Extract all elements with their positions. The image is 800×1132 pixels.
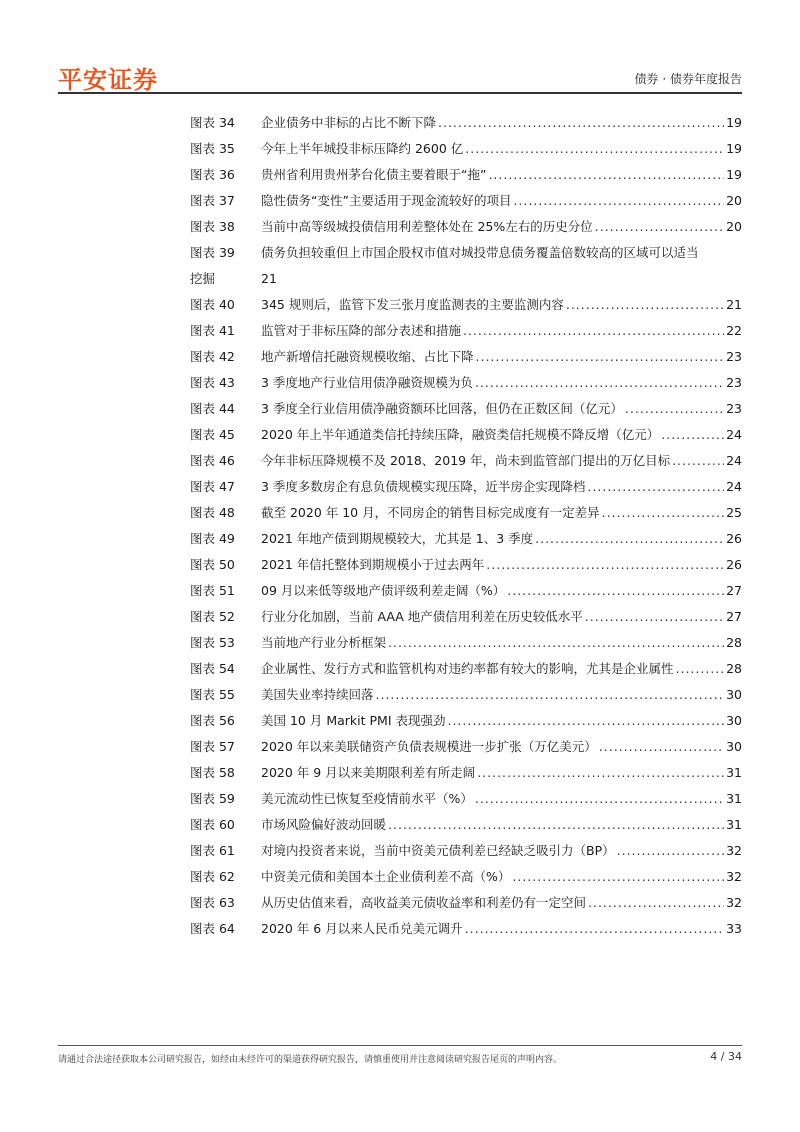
toc-entry-line <box>261 188 742 214</box>
dot-leader <box>463 318 724 344</box>
page-ref[interactable]: 24 <box>726 427 742 442</box>
toc-entry-line <box>261 162 742 188</box>
dot-leader <box>661 422 724 448</box>
dot-leader <box>476 344 725 370</box>
toc-entry-line <box>261 344 742 370</box>
figure-label: 图表 47 <box>190 479 235 494</box>
figure-title[interactable]: 地产新增信托融资规模收缩、占比下降 <box>261 349 474 364</box>
figure-title[interactable]: 债务负担较重但上市国企股权市值对城投带息债务覆盖倍数较高的区域可以适当 <box>261 245 699 260</box>
page-ref[interactable]: 19 <box>726 167 742 182</box>
dot-leader <box>475 786 724 812</box>
toc-entry[interactable] <box>190 318 742 344</box>
figure-title[interactable]: 中资美元债和美国本土企业债利差不高（%） <box>261 869 511 884</box>
figure-label: 图表 39 <box>190 245 235 260</box>
figure-label: 图表 40 <box>190 297 235 312</box>
figure-title[interactable]: 企业属性、发行方式和监管机构对违约率都有较大的影响，尤其是企业属性 <box>261 661 674 676</box>
toc-entry[interactable] <box>190 578 742 604</box>
figure-title[interactable]: 2020 年以来美联储资产负债表规模进一步扩张（万亿美元） <box>261 739 597 754</box>
page-ref[interactable]: 32 <box>726 843 742 858</box>
dot-leader <box>488 162 724 188</box>
figure-title[interactable]: 当前地产行业分析框架 <box>261 635 387 650</box>
toc-entry-line <box>261 708 742 734</box>
page-ref[interactable]: 20 <box>726 219 742 234</box>
figure-title[interactable]: 对境内投资者来说，当前中资美元债利差已经缺乏吸引力（BP） <box>261 843 615 858</box>
figure-title[interactable]: 3 季度地产行业信用债净融资规模为负 <box>261 375 473 390</box>
dot-leader <box>465 916 724 942</box>
figure-label: 图表 60 <box>190 817 235 832</box>
figure-title[interactable]: 截至 2020 年 10 月，不同房企的销售目标完成度有一定差异 <box>261 505 600 520</box>
table-of-figures <box>190 110 742 942</box>
figure-title[interactable]: 09 月以来低等级地产债评级利差走阔（%） <box>261 583 506 598</box>
dot-leader <box>376 682 725 708</box>
page-ref[interactable]: 21 <box>726 297 742 312</box>
figure-label: 图表 51 <box>190 583 235 598</box>
page-number: 4 / 34 <box>710 1050 742 1063</box>
figure-title[interactable]: 市场风险偏好波动回暖 <box>261 817 387 832</box>
page-ref[interactable]: 26 <box>726 531 742 546</box>
toc-entry-line <box>261 786 742 812</box>
dot-leader <box>676 656 725 682</box>
toc-entry[interactable] <box>190 708 742 734</box>
figure-label: 图表 59 <box>190 791 235 806</box>
toc-entry[interactable] <box>190 396 742 422</box>
page-ref[interactable]: 27 <box>726 609 742 624</box>
figure-label: 图表 48 <box>190 505 235 520</box>
toc-entry[interactable] <box>190 344 742 370</box>
page-ref[interactable]: 24 <box>726 453 742 468</box>
toc-entry-line <box>261 110 742 136</box>
toc-entry[interactable] <box>190 734 742 760</box>
figure-label: 图表 57 <box>190 739 235 754</box>
toc-entry[interactable] <box>190 630 742 656</box>
toc-entry[interactable] <box>190 552 742 578</box>
figure-label: 图表 52 <box>190 609 235 624</box>
page-ref[interactable]: 28 <box>726 661 742 676</box>
page-ref[interactable]: 22 <box>726 323 742 338</box>
toc-entry[interactable] <box>190 188 742 214</box>
page-ref[interactable]: 30 <box>726 687 742 702</box>
toc-entry-line <box>261 760 742 786</box>
toc-entry-line <box>261 474 742 500</box>
figure-title[interactable]: 今年非标压降规模不及 2018、2019 年，尚未到监管部门提出的万亿目标 <box>261 453 671 468</box>
figure-label: 图表 55 <box>190 687 235 702</box>
dot-leader <box>672 448 724 474</box>
toc-entry-line <box>261 656 742 682</box>
page-ref[interactable]: 23 <box>726 375 742 390</box>
figure-label: 图表 37 <box>190 193 235 208</box>
toc-entry[interactable] <box>190 422 742 448</box>
page-ref[interactable]: 19 <box>726 115 742 130</box>
figure-title[interactable]: 当前中高等级城投债信用利差整体处在 25%左右的历史分位 <box>261 219 593 234</box>
dot-leader <box>535 526 724 552</box>
toc-entry[interactable] <box>190 136 742 162</box>
toc-entry-line <box>261 630 742 656</box>
page-ref[interactable]: 31 <box>726 817 742 832</box>
figure-label: 图表 36 <box>190 167 235 182</box>
toc-entry-line <box>261 214 742 240</box>
page-ref[interactable]: 23 <box>726 401 742 416</box>
toc-entry[interactable] <box>190 864 742 890</box>
figure-title[interactable]: 美元流动性已恢复至疫情前水平（%） <box>261 791 473 806</box>
figure-title[interactable]: 企业债务中非标的占比不断下降 <box>261 115 437 130</box>
dot-leader <box>513 188 724 214</box>
dot-leader <box>507 578 724 604</box>
toc-entry[interactable] <box>190 292 742 318</box>
toc-entry-line <box>261 890 742 916</box>
page-ref[interactable]: 27 <box>726 583 742 598</box>
toc-entry[interactable] <box>190 916 742 942</box>
toc-entry-line <box>261 916 742 942</box>
figure-title[interactable]: 2021 年地产债到期规模较大，尤其是 1、3 季度 <box>261 531 534 546</box>
page-ref[interactable]: 20 <box>726 193 742 208</box>
toc-entry[interactable] <box>190 526 742 552</box>
figure-title[interactable]: 2021 年信托整体到期规模小于过去两年 <box>261 557 485 572</box>
figure-label: 图表 46 <box>190 453 235 468</box>
page-ref[interactable]: 31 <box>726 765 742 780</box>
figure-label: 图表 61 <box>190 843 235 858</box>
toc-entry[interactable] <box>190 760 742 786</box>
figure-title[interactable]: 2020 年 6 月以来人民币兑美元调升 <box>261 921 463 936</box>
toc-entry-line <box>261 526 742 552</box>
dot-leader <box>585 604 724 630</box>
figure-label: 图表 56 <box>190 713 235 728</box>
figure-title[interactable]: 贵州省利用贵州茅台化债主要着眼于“拖” <box>261 167 487 182</box>
figure-title[interactable]: 2020 年上半年通道类信托持续压降，融资类信托规模不降反增（亿元） <box>261 427 660 442</box>
dot-leader <box>625 396 724 422</box>
toc-entry-line <box>261 448 742 474</box>
toc-entry-line <box>261 240 742 266</box>
dot-leader <box>388 630 724 656</box>
dot-leader <box>599 734 724 760</box>
figure-label: 图表 49 <box>190 531 235 546</box>
dot-leader <box>477 760 724 786</box>
figure-title[interactable]: 3 季度全行业信用债净融资额环比回落，但仍在正数区间（亿元） <box>261 401 623 416</box>
figure-label: 图表 42 <box>190 349 235 364</box>
figure-title[interactable]: 3 季度多数房企有息负债规模实现压降，近半房企实现降档 <box>261 479 586 494</box>
page-ref[interactable]: 26 <box>726 557 742 572</box>
page-ref[interactable]: 32 <box>726 869 742 884</box>
page-ref[interactable]: 30 <box>726 739 742 754</box>
toc-entry[interactable] <box>190 890 742 916</box>
figure-label: 图表 58 <box>190 765 235 780</box>
toc-entry-line <box>261 864 742 890</box>
disclaimer-note: 请通过合法途径获取本公司研究报告，如经由未经许可的渠道获得研究报告，请慎重使用并注意阅读研究报告尾页的声明内容。 <box>58 1055 563 1065</box>
page-ref[interactable]: 19 <box>726 141 742 156</box>
toc-entry[interactable] <box>190 500 742 526</box>
footer-divider <box>58 1045 742 1046</box>
dot-leader <box>512 864 724 890</box>
toc-entry[interactable] <box>190 214 742 240</box>
figure-title[interactable]: 21 <box>261 271 277 286</box>
figure-label: 图表 45 <box>190 427 235 442</box>
toc-entry[interactable] <box>190 448 742 474</box>
dot-leader <box>588 890 724 916</box>
toc-entry[interactable] <box>190 266 742 292</box>
toc-entry[interactable] <box>190 110 742 136</box>
dot-leader <box>602 500 724 526</box>
figure-title[interactable]: 隐性债务“变性”主要适用于现金流较好的项目 <box>261 193 512 208</box>
toc-entry-line <box>261 136 742 162</box>
figure-title[interactable]: 今年上半年城投非标压降约 2600 亿 <box>261 141 464 156</box>
toc-entry[interactable] <box>190 786 742 812</box>
figure-title[interactable]: 监管对于非标压降的部分表述和措施 <box>261 323 462 338</box>
dot-leader <box>486 552 724 578</box>
figure-label: 图表 63 <box>190 895 235 910</box>
toc-entry-line <box>261 422 742 448</box>
figure-title[interactable]: 美国失业率持续回落 <box>261 687 374 702</box>
figure-label: 图表 64 <box>190 921 235 936</box>
page-ref[interactable]: 23 <box>726 349 742 364</box>
toc-entry[interactable] <box>190 812 742 838</box>
toc-entry[interactable] <box>190 240 742 266</box>
figure-label: 图表 53 <box>190 635 235 650</box>
dot-leader <box>475 370 724 396</box>
page-ref[interactable]: 31 <box>726 791 742 806</box>
toc-entry-line <box>261 838 742 864</box>
figure-label: 图表 34 <box>190 115 235 130</box>
toc-entry[interactable] <box>190 604 742 630</box>
company-logo: 平安证券 <box>58 66 158 94</box>
toc-entry-line <box>261 682 742 708</box>
report-title: 债券 · 债券年度报告 <box>634 72 742 86</box>
dot-leader <box>438 110 724 136</box>
page-ref[interactable]: 25 <box>726 505 742 520</box>
header-divider <box>58 92 742 94</box>
toc-entry-line <box>261 812 742 838</box>
figure-label: 图表 54 <box>190 661 235 676</box>
page-ref[interactable]: 32 <box>726 895 742 910</box>
figure-label: 图表 50 <box>190 557 235 572</box>
dot-leader <box>447 708 724 734</box>
figure-title[interactable]: 从历史估值来看，高收益美元债收益率和利差仍有一定空间 <box>261 895 587 910</box>
toc-entry[interactable] <box>190 838 742 864</box>
toc-entry-line <box>261 292 742 318</box>
figure-title[interactable]: 行业分化加剧，当前 AAA 地产债信用利差在历史较低水平 <box>261 609 583 624</box>
figure-title[interactable]: 美国 10 月 Markit PMI 表现强劲 <box>261 713 446 728</box>
figure-label: 图表 38 <box>190 219 235 234</box>
figure-title[interactable]: 345 规则后，监管下发三张月度监测表的主要监测内容 <box>261 297 564 312</box>
toc-entry-line <box>261 578 742 604</box>
toc-entry-line <box>261 500 742 526</box>
dot-leader <box>587 474 724 500</box>
figure-title[interactable]: 2020 年 9 月以来美期限利差有所走阔 <box>261 765 476 780</box>
toc-entry-line <box>261 370 742 396</box>
dot-leader <box>617 838 724 864</box>
toc-entry[interactable] <box>190 682 742 708</box>
figure-label: 图表 62 <box>190 869 235 884</box>
toc-entry[interactable] <box>190 474 742 500</box>
page-ref[interactable]: 33 <box>726 921 742 936</box>
dot-leader <box>566 292 724 318</box>
toc-entry[interactable] <box>190 656 742 682</box>
dot-leader <box>388 812 724 838</box>
page-ref[interactable]: 24 <box>726 479 742 494</box>
figure-label: 图表 43 <box>190 375 235 390</box>
toc-entry-line <box>261 266 742 292</box>
toc-entry[interactable] <box>190 162 742 188</box>
toc-entry-line <box>261 318 742 344</box>
toc-entry[interactable] <box>190 370 742 396</box>
page-ref[interactable]: 28 <box>726 635 742 650</box>
dot-leader <box>595 214 724 240</box>
toc-entry-line <box>261 604 742 630</box>
toc-entry-line <box>261 734 742 760</box>
figure-label: 图表 41 <box>190 323 235 338</box>
page-ref[interactable]: 30 <box>726 713 742 728</box>
toc-entry-line <box>261 396 742 422</box>
figure-label: 图表 35 <box>190 141 235 156</box>
toc-entry-line <box>261 552 742 578</box>
figure-label: 挖掘 <box>190 271 216 286</box>
dot-leader <box>465 136 724 162</box>
figure-label: 图表 44 <box>190 401 235 416</box>
